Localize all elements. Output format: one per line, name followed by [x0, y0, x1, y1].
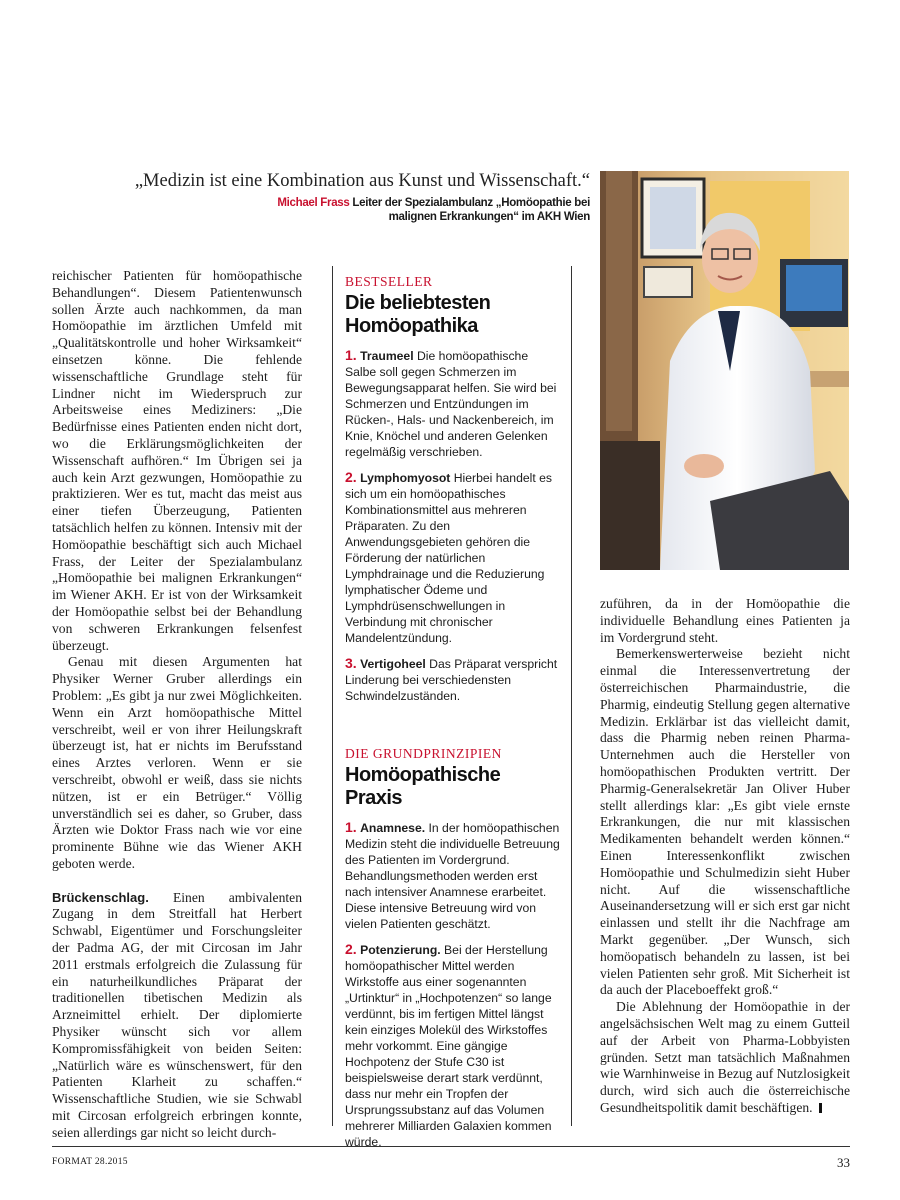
- item-text: Die homöopathische Salbe soll gegen Schmerzen im Bewegungsapparat helfen. Sie wird bei Schmerzen und Entzündungen im Rücken-, Hals- und Nackenbereich, im Knie, Knöchel und anderen Gelenken regelmäßig verschrieben.: [345, 349, 557, 459]
- item-number: 1.: [345, 347, 357, 363]
- item-term: Lymphomyosot: [360, 471, 451, 485]
- paragraph: [52, 890, 302, 1142]
- item-number: 2.: [345, 941, 357, 957]
- list-item: [345, 347, 561, 460]
- list-item: [345, 819, 561, 932]
- item-text: In der homöopathischen Medizin steht die individuelle Betreuung des Patienten im Vordergrund. Behandlungsmethoden werden erst nach intensiver Anamnese erarbeitet. Diese intensive Betreuung wird von vielen Patienten geschätzt.: [345, 821, 560, 931]
- item-number: 3.: [345, 655, 357, 671]
- quote-author-name: Michael Frass: [277, 197, 350, 209]
- quote-text: „Medizin ist eine Kombination aus Kunst und Wissenschaft.“: [134, 171, 590, 191]
- quote-author-role: Leiter der Spezialambulanz „Homöopathie bei malignen Erkrankungen“ im AKH Wien: [349, 197, 590, 223]
- paragraph: [600, 999, 850, 1117]
- item-text: Das Präparat verspricht Linderung bei verschiedensten Schwindelzuständen.: [345, 657, 558, 703]
- pull-quote: [60, 170, 590, 224]
- info-sidebar: [332, 266, 572, 1149]
- paragraph: Genau mit diesen Argumenten hat Physiker Werner Gruber allerdings ein Problem: „Es gibt ja nur zwei Möglichkeiten. Wenn ein Arzt homöopathische Mittel verschreibt, weil er von ihrer Heilungskraft überzeugt ist, hat er nichts im Berufsstand eines Arztes verloren. Wenn er sie verschreibt, obwohl er weiß, dass sie nichts nützen, ist er ein Betrüger.“ Völlig unverständlich sei es daher, so Gruber, dass Ärzten wie Doktor Frass nach wie vor eine prominente Bühne wie das Wiener AKH geboten werde.: [52, 654, 302, 871]
- section-lead: Brückenschlag.: [52, 889, 149, 905]
- paragraph: zuführen, da in der Homöopathie die individuelle Behandlung eines Patienten ja im Vordergrund steht.: [600, 596, 850, 645]
- paragraph-text: Die Ablehnung der Homöopathie in der angelsächsischen Welt mag zu einem Gutteil auf der Arbeit von Pharma-Lobbyisten gründen. Setzt man tatsächlich Maßnahmen wie Warnhinweise in Bezug auf Nutzlosigkeit durch, wird sich auch die österreichische Gesundheitspolitik damit beschäftigen.: [600, 999, 850, 1115]
- item-text: Bei der Herstellung homöopathischer Mittel werden Wirkstoffe aus einer sogenannten „Urtinktur“ in „Hochpotenzen“ so lange verdünnt, bis im fertigen Mittel längst kein einziges Molekül des Wirkstoffes mehr vorkommt. Eine gängige Hochpotenz der Stufe C30 ist beispielsweise derart stark verdünnt, dass nur mehr ein Tropfen der Ursprungssubstanz auf das Volumen mehrerer Milliarden Galaxien kommen würde.: [345, 943, 552, 1149]
- paragraph: reichischer Patienten für homöopathische Behandlungen“. Diesem Patientenwunsch sollen Ärzte auch nachkommen, da man Homöopathie im ärztlichen Umfeld mit „Qualitätskontrolle und hoher Wirksamkeit“ einsetzen könne. Die fehlende wissenschaftliche Grundlage steht für Lindner nicht im Wiederspruch zur Arbeitsweise eines Mediziners: „Die Bedürfnisse eines Patienten enden nicht dort, wo die Erklärungsmöglichkeiten der Wissenschaft aufhören.“ Im Übrigen sei ja auch kein Arzt gezwungen, Homöopathie zu praktizieren. Wer es tut, macht das meist aus einer tiefen Überzeugung, Patienten tatsächlich helfen zu können. Intensiv mit der Homöopathie beschäftigt sich auch Michael Frass, der Leiter der Spezialambulanz „Homöopathie bei malignen Erkrankungen“ im Wiener AKH. Er ist von der Wirksamkeit der Homöopathie selbst bei der Behandlung von schweren Erkrankungen felsenfest überzeugt.: [52, 268, 302, 653]
- item-term: Potenzierung.: [360, 943, 441, 957]
- portrait-photo-illustration: [600, 171, 849, 570]
- list-item: [345, 655, 561, 704]
- sidebar-box-bestseller: [345, 274, 561, 704]
- paragraph: Bemerkenswerterweise bezieht nicht einmal die Interessenvertretung der österreichischen Pharmaindustrie, die Pharmig, eindeutig Stellung gegen alternative Medizin. Erklärbar ist das vielleicht damit, dass die Pharmig neben reinen Pharma-Unternehmen auch die Hersteller von homöopathischen Produkten vertritt. Der Pharmig-Generalsekretär Jan Oliver Huber stellt allerdings klar: „Es gibt viele ernste Erkrankungen, die nur mit klassischen Medikamenten behandelt werden können.“ Einen Interessenkonflikt zwischen Homöopathie und Schulmedizin sieht Huber nicht. Auf die wissenschaftliche Auseinandersetzung will er sich erst gar nicht einlassen und stellt ihr die Nachfrage am Markt gegenüber. „Der Wunsch, sich homöopatisch behandeln zu lassen, ist bei vielen Patienten sehr groß. Mit Sicherheit ist da auch der Placeboeffekt groß.“: [600, 646, 850, 998]
- sidebar-box-grundprinzipien: [345, 746, 561, 1150]
- item-number: 1.: [345, 819, 357, 835]
- portrait-photo: [600, 171, 849, 570]
- quote-attribution: [60, 196, 590, 224]
- page-footer: [52, 1146, 850, 1170]
- sidebar-title: Die beliebtesten Homöopathika: [345, 292, 491, 337]
- sidebar-title: Homöopathische Praxis: [345, 764, 501, 809]
- item-number: 2.: [345, 469, 357, 485]
- item-term: Vertigoheel: [360, 657, 426, 671]
- list-item: [345, 469, 561, 646]
- article-column-right: [600, 596, 850, 1117]
- end-of-article-mark: [819, 1103, 822, 1113]
- sidebar-kicker: DIE GRUNDPRINZIPIEN: [345, 746, 502, 761]
- article-column-left: [52, 268, 302, 1142]
- page-number: 33: [837, 1155, 850, 1170]
- publication-issue: FORMAT 28.2015: [52, 1157, 128, 1167]
- paragraph-text: Einen ambivalenten Zugang in dem Streitfall hat Herbert Schwabl, Eigentümer und Forschungsleiter der Padma AG, der mit Circosan im Jahr 2011 erstmals erfolgreich die Zulassung für ein naturheilkundliches Präparat der traditionellen tibetischen Medizin als Arzneimittel erhielt. Der diplomierte Physiker wünscht sich vor allem Kompromissfähigkeit von beiden Seiten: „Natürlich wäre es wünschenswert, für den Patienten Klarheit zu schaffen.“ Wissenschaftliche Studien, wie sie Schwabl mit Circosan erfolgreich erbringen konnte, seien allerdings gar nicht so leicht durch-: [52, 889, 302, 1140]
- item-text: Hierbei handelt es sich um ein homöopathisches Kombinationsmittel aus mehreren Präparaten. Zu den Anwendungsgebieten gehören die Förderung der natürlichen Lymphdrainage und die Reduzierung lymphatischer Ödeme und Lymphdrüsenschwellungen in Verbindung mit chronischer Mandelentzündung.: [345, 471, 552, 645]
- list-item: [345, 941, 561, 1150]
- item-term: Traumeel: [360, 349, 414, 363]
- item-term: Anamnese.: [360, 821, 426, 835]
- sidebar-kicker: BESTSELLER: [345, 274, 433, 289]
